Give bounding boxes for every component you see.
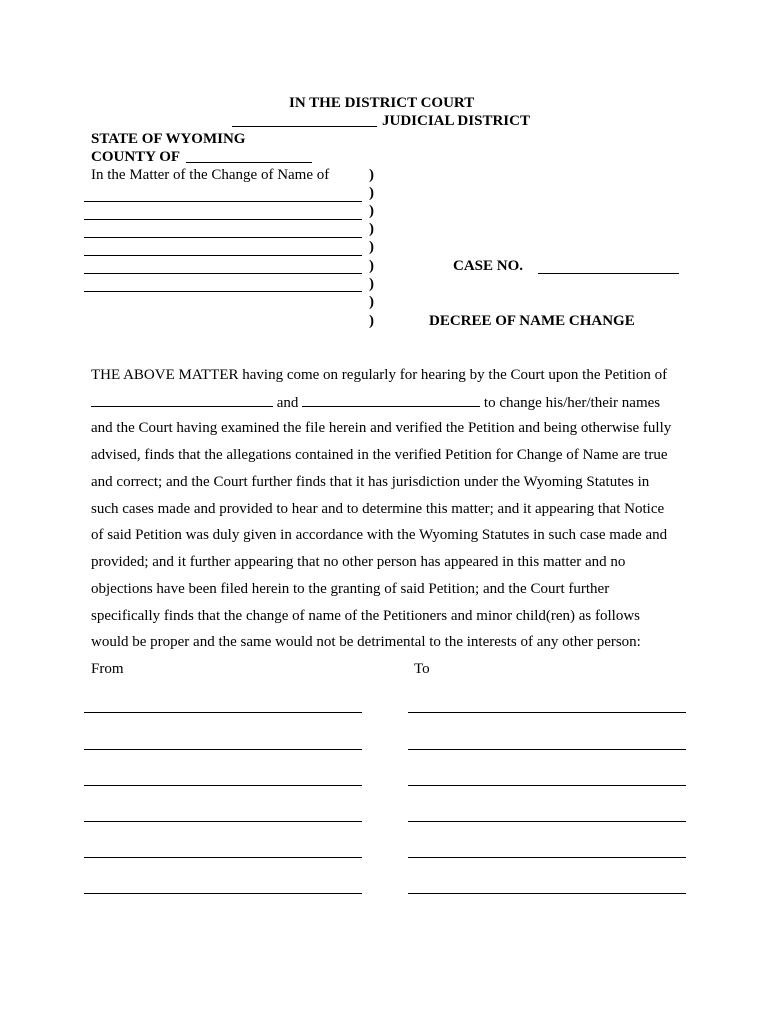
case-no-blank[interactable] [538, 273, 679, 274]
caption-paren: ) [369, 185, 374, 201]
body-line-9: objections have been filed herein to the granting of said Petition; and the Court further [91, 581, 610, 597]
body-line-10: specifically finds that the change of name of the Petitioners and minor child(ren) as follows [91, 608, 641, 624]
from-name-line-6[interactable] [84, 893, 362, 894]
to-name-line-3[interactable] [408, 785, 686, 786]
body-line-7: of said Petition was duly given in accordance with the Wyoming Statutes in such case made and [91, 527, 668, 543]
body-line-6: such cases made and provided to hear and to determine this matter; and it appearing that Notice [91, 501, 665, 517]
and-text: and [276, 395, 299, 411]
change-names-text: to change his/her/their names [483, 395, 661, 411]
caption-paren: ) [369, 203, 374, 219]
caption-paren: ) [369, 221, 374, 237]
petitioner-name-line-3[interactable] [84, 237, 362, 238]
state-label: STATE OF WYOMING [91, 131, 246, 147]
petitioner-name-line-4[interactable] [84, 255, 362, 256]
case-no-label: CASE NO. [453, 258, 524, 274]
court-title: IN THE DISTRICT COURT [289, 95, 475, 111]
to-label: To [414, 661, 430, 677]
caption-paren: ) [369, 313, 374, 329]
petitioner-name-line-2[interactable] [84, 219, 362, 220]
body-line-3: and the Court having examined the file herein and verified the Petition and being otherwise fully [91, 420, 672, 436]
from-name-line-3[interactable] [84, 785, 362, 786]
body-line-11: would be proper and the same would not be detrimental to the interests of any other person: [91, 634, 641, 650]
from-label: From [91, 661, 124, 677]
county-label: COUNTY OF [91, 149, 181, 165]
caption-paren: ) [369, 167, 374, 183]
petitioner-blank-2[interactable] [302, 393, 480, 407]
body-line-4: advised, finds that the allegations contained in the verified Petition for Change of Name are true [91, 447, 668, 463]
body-line-5: and correct; and the Court further finds that it has jurisdiction under the Wyoming Statutes in [91, 474, 650, 490]
body-line-2 [91, 393, 660, 412]
county-blank[interactable] [186, 162, 312, 163]
district-blank[interactable] [232, 126, 377, 127]
from-name-line-2[interactable] [84, 749, 362, 750]
caption-paren: ) [369, 258, 374, 274]
from-name-line-1[interactable] [84, 712, 362, 713]
to-name-line-5[interactable] [408, 857, 686, 858]
petitioner-name-line-1[interactable] [84, 201, 362, 202]
to-name-line-2[interactable] [408, 749, 686, 750]
petitioner-name-line-6[interactable] [84, 291, 362, 292]
to-name-line-4[interactable] [408, 821, 686, 822]
body-line-1: THE ABOVE MATTER having come on regularly for hearing by the Court upon the Petition of [91, 367, 668, 383]
district-label: JUDICIAL DISTRICT [382, 113, 530, 129]
caption-paren: ) [369, 276, 374, 292]
to-name-line-6[interactable] [408, 893, 686, 894]
from-name-line-4[interactable] [84, 821, 362, 822]
to-name-line-1[interactable] [408, 712, 686, 713]
petitioner-name-line-5[interactable] [84, 273, 362, 274]
petitioner-blank-1[interactable] [91, 393, 273, 407]
matter-label: In the Matter of the Change of Name of [91, 167, 330, 183]
decree-title: DECREE OF NAME CHANGE [429, 313, 635, 329]
caption-paren: ) [369, 294, 374, 310]
body-line-8: provided; and it further appearing that no other person has appeared in this matter and no [91, 554, 626, 570]
from-name-line-5[interactable] [84, 857, 362, 858]
caption-paren: ) [369, 239, 374, 255]
